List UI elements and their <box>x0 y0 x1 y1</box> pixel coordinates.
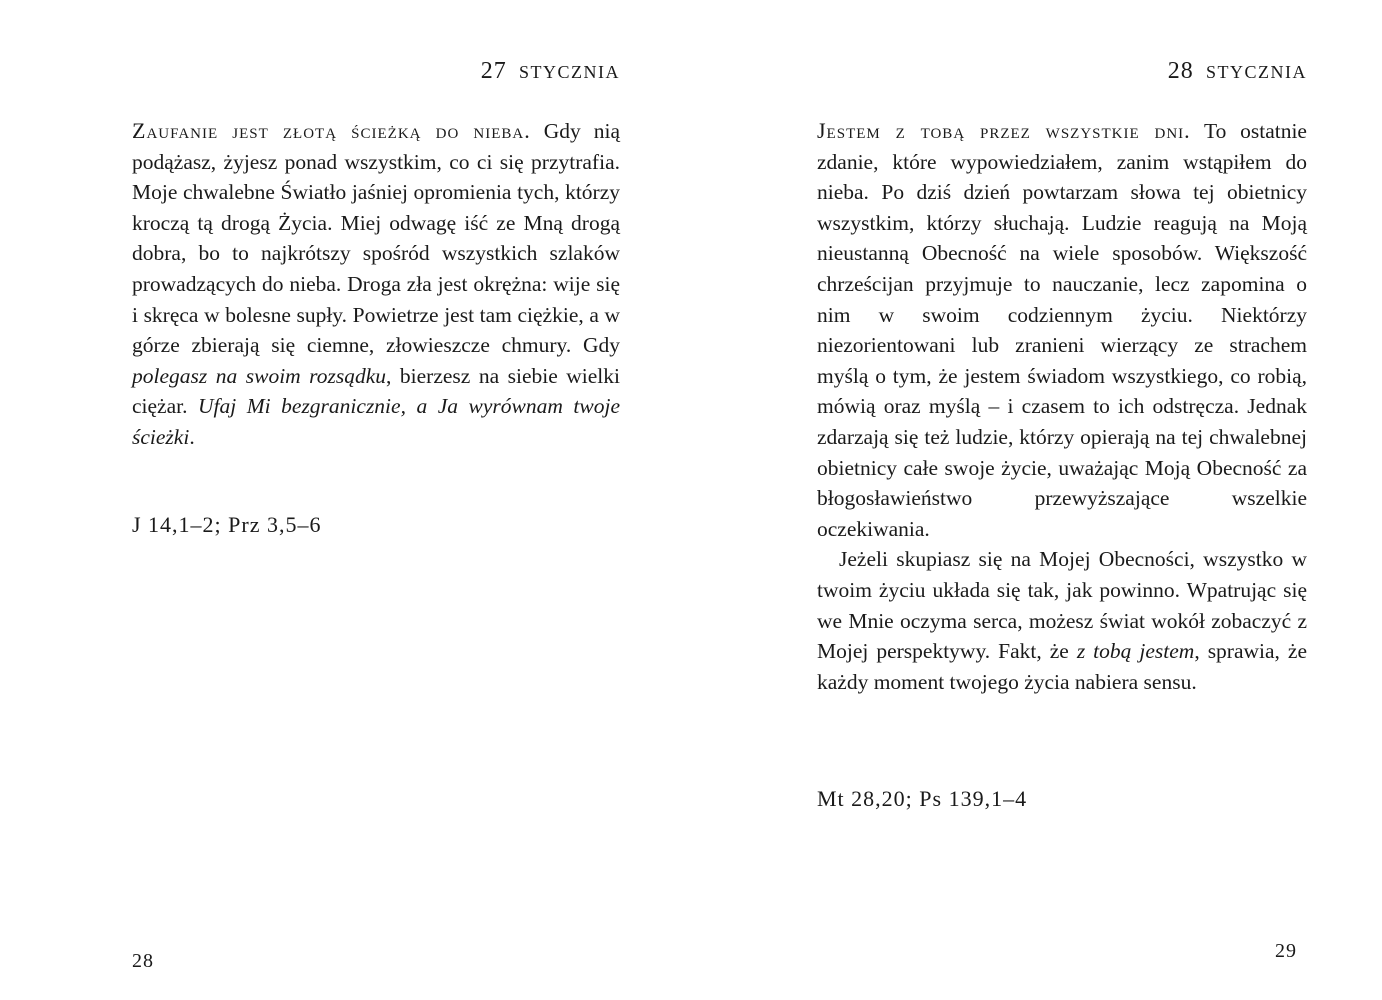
body-text-segment: Jeżeli skupiasz się na Mojej Obecności, wszystko w twoim życiu układa się tak, jak powinno. Wpatrując się we Mnie oczyma serca, możesz świat wokół zobaczyć z Mojej perspektywy. Fakt, że <box>817 547 1307 664</box>
left-page <box>132 0 620 1000</box>
italic-quote: Ufaj Mi bezgranicznie, a Ja wyrównam twoje ścieżki <box>132 394 620 449</box>
running-head-day: 28 <box>1167 58 1194 84</box>
lead-phrase: Jestem z tobą przez wszystkie dni. <box>817 118 1191 143</box>
scripture-references-left: J 14,1–2; Prz 3,5–6 <box>132 512 322 537</box>
body-text-segment: , bierzesz na siebie wielki ciężar. <box>132 363 620 419</box>
body-text-segment: , sprawia, że każdy moment twojego życia nabiera sensu. <box>817 639 1307 694</box>
running-head-month: STYCZNIA <box>519 62 620 82</box>
running-head-left <box>481 58 620 85</box>
devotional-text-left <box>132 116 620 453</box>
italic-quote: polegasz na swoim rozsądku <box>132 363 387 388</box>
lead-phrase: Zaufanie jest złotą ścieżką do nieba. <box>132 118 531 143</box>
devotional-text-right <box>817 116 1307 697</box>
paragraph <box>817 116 1307 544</box>
page-number-left: 28 <box>132 950 154 972</box>
running-head-day: 27 <box>480 58 507 84</box>
scripture-references-right: Mt 28,20; Ps 139,1–4 <box>817 786 1028 811</box>
running-head-right <box>1168 58 1307 85</box>
running-head-month: STYCZNIA <box>1206 62 1307 82</box>
page-number-right: 29 <box>1275 940 1297 962</box>
paragraph <box>817 544 1307 697</box>
italic-quote: z tobą jestem <box>1076 639 1195 664</box>
body-text-segment: Gdy nią podążasz, żyjesz ponad wszystkim, co ci się przytrafia. Moje chwalebne Światło jaśniej opromienia tych, którzy kroczą tą drogą Życia. Miej odwagę iść ze Mną drogą dobra, bo to najkrótszy spośród wszystkich szlaków prowadzących do nieba. Droga zła jest okrężna: wije się i skręca w bolesne supły. Powietrze jest tam ciężkie, a w górze zbierają się ciemne, złowieszcze chmury. Gdy <box>132 119 620 358</box>
right-page <box>817 0 1307 1000</box>
paragraph <box>132 116 620 453</box>
body-text-segment: To ostatnie zdanie, które wypowiedziałem, zanim wstąpiłem do nieba. Po dziś dzień powtarzam słowa tej obietnicy wszystkim, którzy słuchają. Ludzie reagują na Moją nieustanną Obecność na wiele sposobów. Większość chrześcijan przyjmuje to nauczanie, lecz zapomina o nim w swoim codziennym życiu. Niektórzy niezorientowani lub zranieni wierzący ze strachem myślą o tym, że jestem świadom wszystkiego, co robią, mówią oraz myślą – i czasem to ich odstręcza. Jednak zdarzają się też ludzie, którzy opierają na tej chwalebnej obietnicy całe swoje życie, uważając Moją Obecność za błogosławieństwo przewyższające wszelkie oczekiwania. <box>817 119 1307 541</box>
body-text-segment: . <box>189 424 195 449</box>
